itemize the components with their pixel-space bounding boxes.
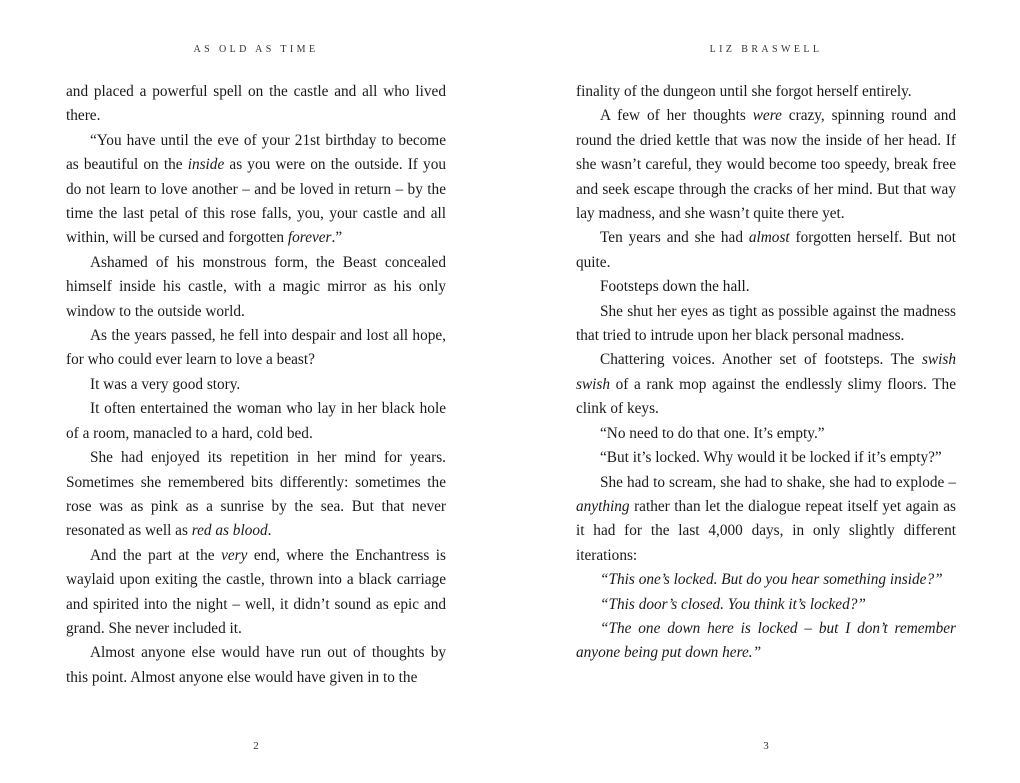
page-number-right: 3: [763, 740, 769, 752]
text-segment: “This one’s locked. But do you hear something inside?”: [600, 571, 943, 589]
paragraph: [66, 324, 446, 373]
text-segment: Ten years and she had: [600, 229, 749, 247]
italic-text: almost: [748, 229, 790, 247]
text-segment: “But it’s locked. Why would it be locked if it’s empty?”: [600, 449, 942, 467]
paragraph: [66, 544, 446, 642]
text-segment: crazy, spinning round and round the dried kettle that was now the inside of her head. If she wasn’t careful, they would become too speedy, break free and seek escape through the cracks of her mind. But that way lay madness, and she wasn’t quite there yet.: [576, 107, 956, 223]
paragraph: [576, 446, 956, 470]
text-segment: .: [267, 522, 272, 540]
left-page-text: [66, 80, 446, 690]
text-segment: She had enjoyed its repetition in her mind for years. Sometimes she remembered bits differently: sometimes the rose was as pink as a sunrise by the sea. But that never resonated as well as: [66, 449, 446, 540]
paragraph: [576, 593, 956, 617]
paragraph: [576, 275, 956, 299]
running-head-right: LIZ BRASWELL: [709, 44, 823, 55]
text-segment: end, where the Enchantress is waylaid upon exiting the castle, thrown into a black carriage and spirited into the night – well, it didn’t sound as epic and grand. She never included it.: [66, 546, 446, 637]
italic-text: forever: [287, 229, 332, 247]
paragraph: [66, 397, 446, 446]
text-segment: .”: [331, 229, 343, 247]
text-segment: Chattering voices. Another set of footsteps. The: [600, 351, 922, 369]
text-segment: She shut her eyes as tight as possible against the madness that tried to intrude upon her black personal madness.: [576, 302, 956, 345]
text-segment: as you were on the outside. If you do not learn to love another – and be loved in return – by the time the last petal of this rose falls, you, your castle and all within, will be cursed and forgotten: [66, 156, 446, 247]
running-head-left: AS OLD AS TIME: [193, 44, 319, 55]
text-segment: and placed a powerful spell on the castle and all who lived there.: [66, 83, 446, 125]
text-segment: Ashamed of his monstrous form, the Beast concealed himself inside his castle, with a magic mirror as his only window to the outside world.: [66, 253, 446, 320]
text-segment: As the years passed, he fell into despair and lost all hope, for who could ever learn to love a beast?: [66, 327, 446, 369]
text-segment: And the part at the: [90, 546, 222, 564]
paragraph: [576, 422, 956, 446]
paragraph: [576, 226, 956, 275]
italic-text: were: [752, 107, 782, 125]
text-segment: “This door’s closed. You think it’s locked?”: [600, 595, 866, 613]
text-segment: “You have until the eve of your 21st birthday to become as beautiful on the: [66, 131, 446, 174]
text-segment: It was a very good story.: [90, 375, 241, 393]
paragraph: [66, 129, 446, 251]
text-segment: of a rank mop against the endlessly slimy floors. The clink of keys.: [576, 375, 956, 418]
text-segment: She had to scream, she had to shake, she had to explode –: [600, 473, 956, 491]
right-page-text: [576, 80, 956, 666]
paragraph: [576, 104, 956, 226]
text-segment: finality of the dungeon until she forgot herself entirely.: [576, 83, 912, 100]
text-segment: It often entertained the woman who lay in her black hole of a room, manacled to a hard, cold bed.: [66, 400, 446, 442]
text-segment: Almost anyone else would have run out of thoughts by this point. Almost anyone else would have given in to the: [66, 644, 446, 686]
text-segment: Footsteps down the hall.: [600, 278, 750, 296]
italic-text: swish swish: [576, 351, 956, 393]
paragraph: [66, 641, 446, 690]
right-page: [576, 0, 956, 783]
paragraph: [66, 251, 446, 324]
paragraph: [66, 446, 446, 544]
paragraph: [576, 471, 956, 569]
text-segment: rather than let the dialogue repeat itself yet again as it had for the last 4,000 days, in only slightly different iterations:: [576, 497, 956, 564]
paragraph: [66, 373, 446, 397]
text-segment: “The one down here is locked – but I don’t remember anyone being put down here.”: [576, 619, 956, 662]
italic-text: red as blood: [191, 522, 268, 540]
text-segment: “No need to do that one. It’s empty.”: [600, 424, 825, 442]
page-number-left: 2: [253, 740, 259, 752]
text-segment: forgotten herself. But not quite.: [576, 229, 956, 271]
paragraph: [66, 80, 446, 129]
paragraph: [576, 348, 956, 421]
paragraph: [576, 617, 956, 666]
text-segment: A few of her thoughts: [600, 107, 753, 125]
italic-text: inside: [187, 156, 225, 174]
italic-text: anything: [576, 497, 630, 515]
left-page: [66, 0, 446, 783]
italic-text: very: [221, 546, 248, 564]
paragraph: [576, 300, 956, 349]
paragraph: [576, 568, 956, 592]
paragraph: [576, 80, 956, 104]
